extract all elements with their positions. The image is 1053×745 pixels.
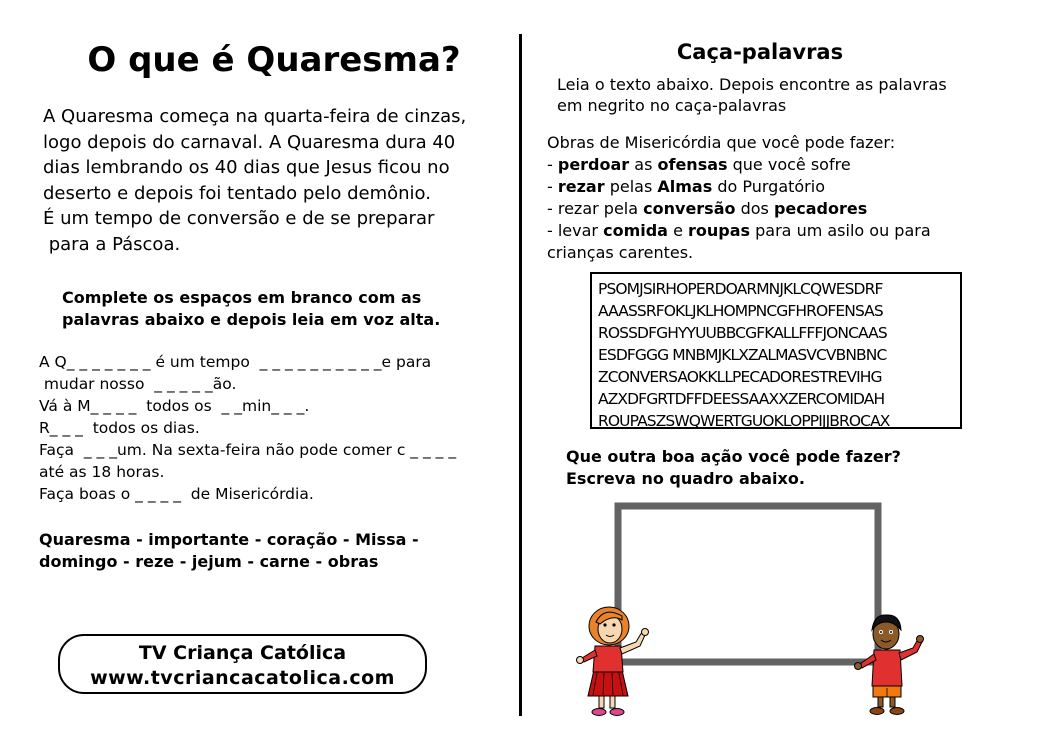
- word-search-grid: [590, 272, 962, 429]
- intro-line: para a Páscoa.: [43, 233, 181, 255]
- word-search-title: Caça-palavras: [676, 40, 844, 64]
- instruction-line: palavras abaixo e depois leia em voz alta.: [62, 310, 441, 329]
- fill-line: até as 18 horas.: [39, 463, 165, 481]
- word-bank: [39, 529, 509, 573]
- works-item-tail: crianças carentes.: [547, 243, 694, 262]
- intro-line: dias lembrando os 40 dias que Jesus ficou no: [43, 157, 450, 178]
- intro-line: logo depois do carnaval. A Quaresma dura 40: [43, 131, 456, 153]
- fill-in-exercise: [39, 351, 519, 505]
- intro-line: deserto e depois foi tentado pelo demônio.: [43, 182, 431, 204]
- intro-line: A Quaresma começa na quarta-feira de cinzas,: [43, 106, 467, 127]
- whiteboard-icon: [618, 506, 878, 662]
- page-title: O que é Quaresma?: [87, 40, 461, 80]
- brand-name: TV Criança Católica: [138, 642, 347, 664]
- fill-line: mudar nosso _ _ _ _ _ão.: [39, 375, 237, 393]
- brand-url: www.tvcriancacatolica.com: [90, 667, 395, 689]
- instruction-line: Leia o texto abaixo. Depois encontre as palavras: [557, 75, 947, 94]
- works-item: - rezar pelas Almas do Purgatório: [547, 177, 825, 196]
- instruction-line: Complete os espaços em branco com as: [62, 288, 422, 307]
- works-item: - rezar pela conversão dos pecadores: [547, 199, 868, 218]
- grid-row: ZCONVERSAOKKLLPECADORESTREVIHG: [598, 368, 882, 386]
- grid-row: AZXDFGRTDFFDEESSAAXXZERCOMIDAH: [598, 390, 885, 408]
- works-of-mercy-list: [547, 132, 1017, 264]
- intro-paragraph: [43, 104, 523, 257]
- works-item: - perdoar as ofensas que você sofre: [547, 155, 851, 174]
- fill-line: Vá à M_ _ _ _ todos os _ _min_ _ _.: [39, 397, 310, 415]
- grid-row: ROUPASZSWQWERTGUOKLOPPIJJBROCAX: [598, 412, 890, 430]
- word-bank-line: domingo - reze - jejum - carne - obras: [39, 552, 379, 571]
- word-bank-line: Quaresma - importante - coração - Missa -: [39, 530, 419, 549]
- intro-line: É um tempo de conversão e de se preparar: [43, 208, 435, 229]
- grid-row: ESDFGGG MNBMJKLXZALMASVCVBNBNC: [598, 346, 887, 364]
- fill-line: A Q_ _ _ _ _ _ _ é um tempo _ _ _ _ _ _ _ _ _ _e para: [39, 353, 432, 371]
- question-line: Escreva no quadro abaixo.: [566, 469, 805, 488]
- fill-line: R_ _ _ todos os dias.: [39, 419, 200, 437]
- works-heading: Obras de Misericórdia que você pode fazer:: [547, 133, 896, 152]
- question-prompt: [566, 446, 1006, 490]
- grid-row: PSOMJSIRHOPERDOARMNJKLCQWESDRF: [598, 280, 883, 298]
- word-search-instructions: [557, 74, 997, 116]
- works-item: - levar comida e roupas para um asilo ou para: [547, 221, 931, 240]
- instruction-line: em negrito no caça-palavras: [557, 96, 787, 115]
- fill-line: Faça _ _ _um. Na sexta-feira não pode comer c _ _ _ _: [39, 441, 457, 459]
- fill-instructions: [62, 287, 512, 331]
- whiteboard-illustration: [570, 498, 940, 723]
- grid-row: ROSSDFGHYYUUBBCGFKALLFFFJONCAAS: [598, 324, 887, 342]
- fill-line: Faça boas o _ _ _ _ de Misericórdia.: [39, 485, 314, 503]
- question-line: Que outra boa ação você pode fazer?: [566, 447, 901, 466]
- brand-box: [58, 634, 427, 694]
- grid-row: AAASSRFOKLJKLHOMPNCGFHROFENSAS: [598, 302, 883, 320]
